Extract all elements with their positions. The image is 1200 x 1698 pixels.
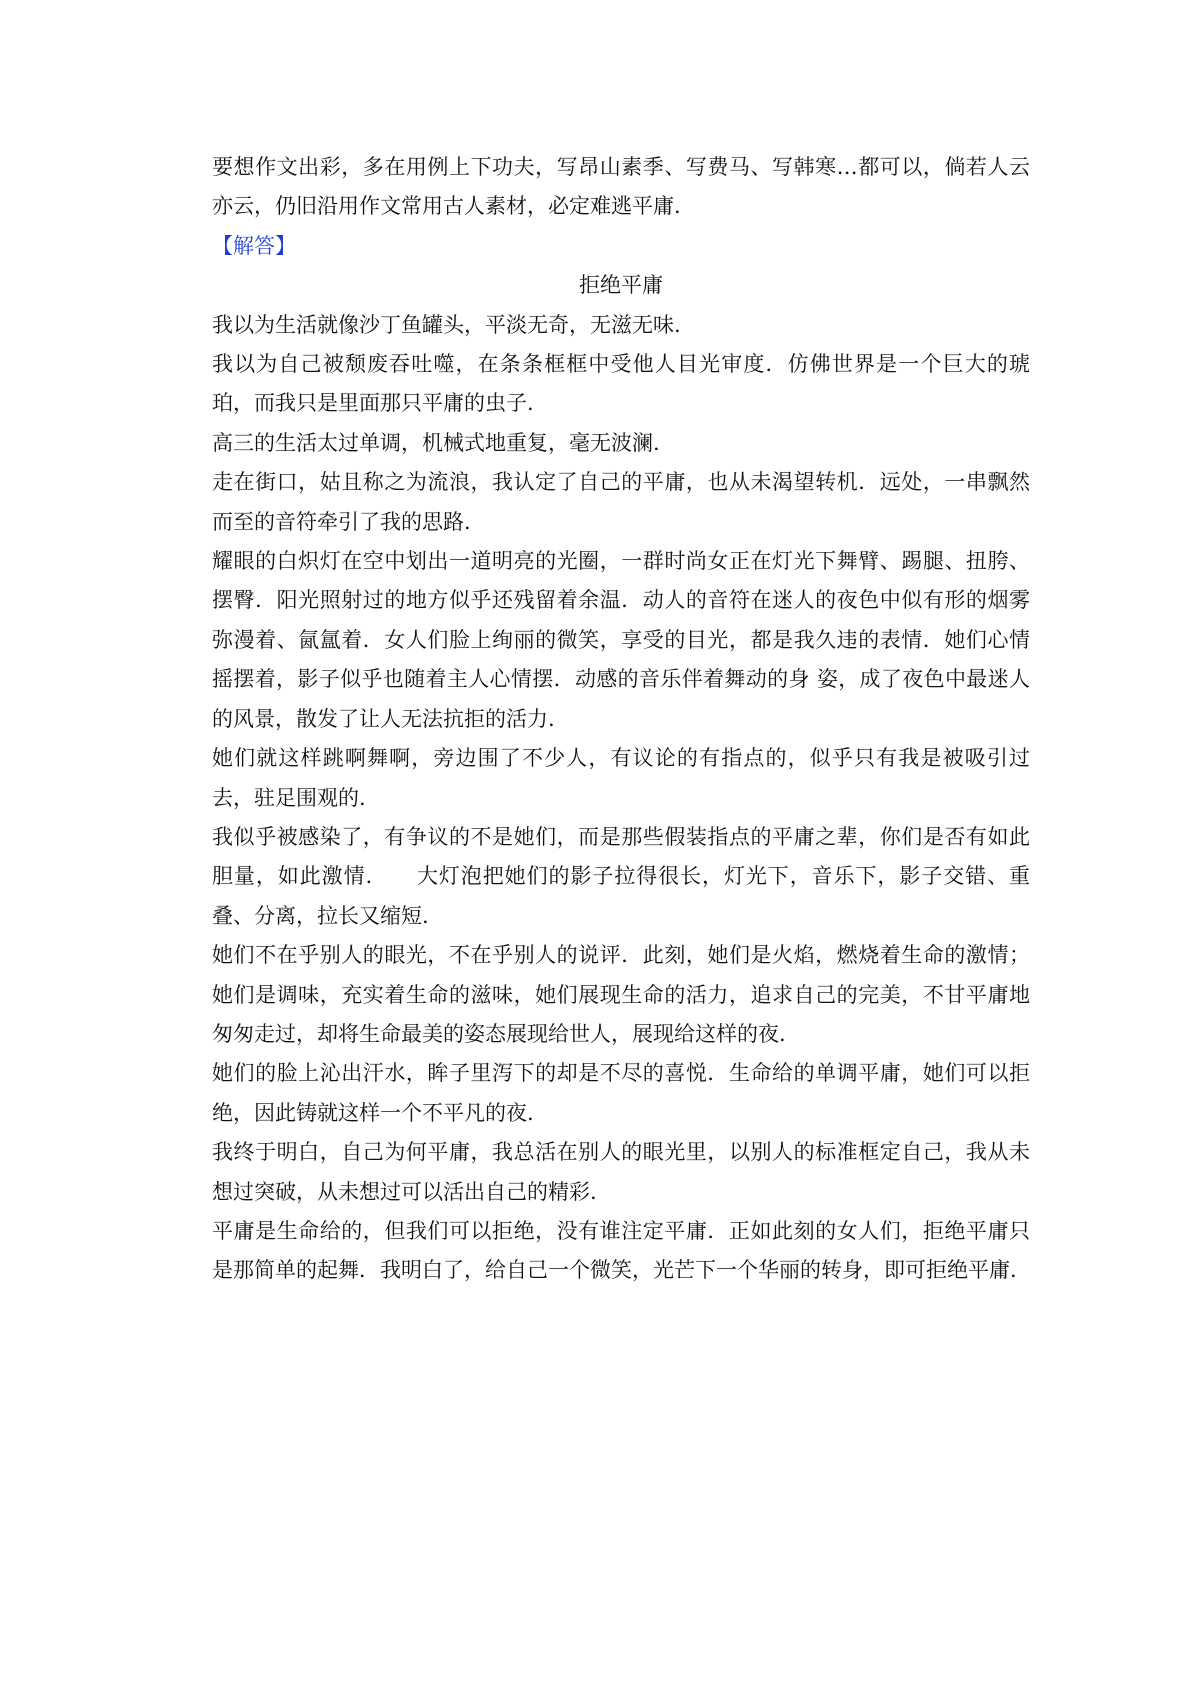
essay-paragraph-3: 高三的生活太过单调，机械式地重复，毫无波澜.	[212, 430, 660, 455]
document-body	[212, 148, 1030, 1291]
essay-paragraph-6: 她们就这样跳啊舞啊，旁边围了不少人，有议论的有指点的，似乎只有我是被吸引过去，驻足围观的.	[212, 746, 1030, 810]
essay-title: 拒绝平庸	[579, 273, 663, 298]
essay-paragraph-2: 我以为自己被颓废吞吐噬，在条条框框中受他人目光审度．仿佛世界是一个巨大的琥珀，而我只是里面那只平庸的虫子.	[212, 352, 1030, 416]
essay-paragraph-10: 我终于明白，自己为何平庸，我总活在别人的眼光里，以别人的标准框定自己，我从未想过突破，从未想过可以活出自己的精彩.	[212, 1140, 1030, 1204]
essay-paragraph-7: 我似乎被感染了，有争议的不是她们，而是那些假装指点的平庸之辈，你们是否有如此胆量，如此激情. 大灯泡把她们的影子拉得很长，灯光下，音乐下，影子交错、重叠、分离，拉长又缩短.	[212, 824, 1031, 928]
essay-paragraph-5: 耀眼的白炽灯在空中划出一道明亮的光圈，一群时尚女正在灯光下舞臂、踢腿、扭胯、摆臀．阳光照射过的地方似乎还残留着余温．动人的音符在迷人的夜色中似有形的烟雾弥漫着、氤氲着．女人们脸上绚丽的微笑，享受的目光，都是我久违的表情．她们心情摇摆着，影子似乎也随着主人心情摆．动感的音乐伴着舞动的身 姿，成了夜色中最迷人的风景，散发了让人无法抗拒的活力.	[212, 549, 1030, 731]
essay-paragraph-1: 我以为生活就像沙丁鱼罐头，平淡无奇，无滋无味.	[212, 312, 681, 337]
essay-paragraph-11: 平庸是生命给的，但我们可以拒绝，没有谁注定平庸．正如此刻的女人们，拒绝平庸只是那简单的起舞．我明白了，给自己一个微笑，光芒下一个华丽的转身，即可拒绝平庸.	[212, 1218, 1030, 1283]
essay-paragraph-8: 她们不在乎别人的眼光，不在乎别人的说评．此刻，她们是火焰，燃烧着生命的激情；她们是调味，充实着生命的滋味，她们展现生命的活力，追求自己的完美，不甘平庸地匆匆走过，却将生命最美的姿态展现给世人，展现给这样的夜.	[212, 943, 1030, 1046]
intro-paragraph: 要想作文出彩，多在用例上下功夫，写昂山素季、写费马、写韩寒…都可以，倘若人云亦云，仍旧沿用作文常用古人素材，必定难逃平庸.	[212, 155, 1030, 219]
essay-paragraph-4: 走在街口，姑且称之为流浪，我认定了自己的平庸，也从未渴望转机．远处，一串飘然而至的音符牵引了我的思路.	[212, 470, 1030, 534]
answer-label: 【解答】	[212, 233, 296, 258]
essay-paragraph-9: 她们的脸上沁出汗水，眸子里泻下的却是不尽的喜悦．生命给的单调平庸，她们可以拒绝，因此铸就这样一个不平凡的夜.	[212, 1061, 1030, 1125]
